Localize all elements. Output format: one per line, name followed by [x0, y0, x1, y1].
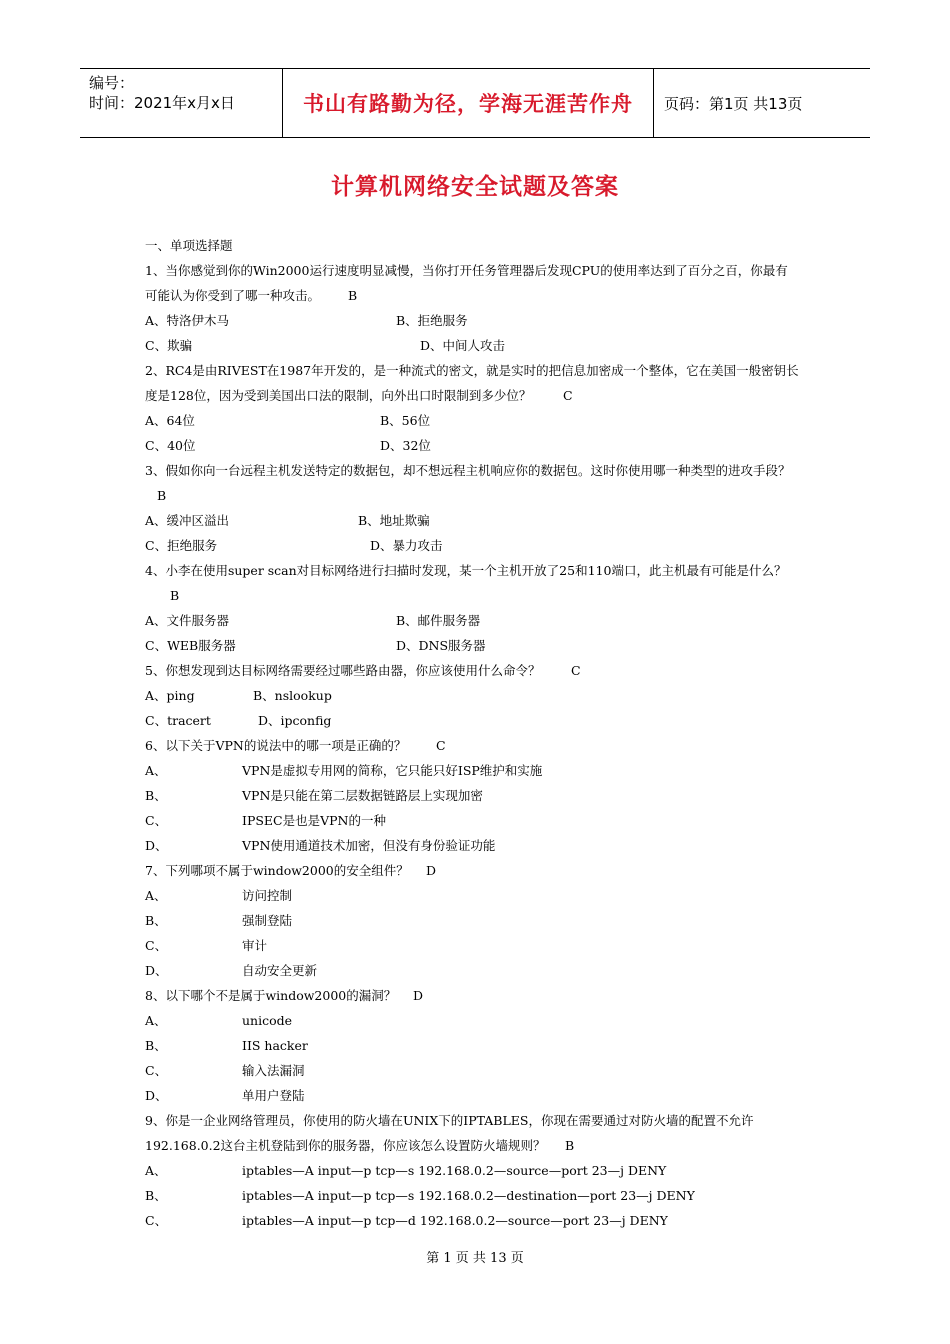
text-line: D、32位 — [380, 438, 431, 453]
text-line: VPN是只能在第二层数据链路层上实现加密 — [242, 788, 483, 803]
document-title: 计算机网络安全试题及答案 — [331, 174, 619, 200]
text-line: C、 — [145, 938, 168, 953]
text-line: IIS hacker — [242, 1038, 308, 1053]
text-line: A、 — [145, 763, 167, 778]
text-line: D — [413, 988, 424, 1003]
text-line: C、拒绝服务 — [145, 538, 218, 553]
page-number-label: 页码：第1页 共13页 — [664, 94, 803, 113]
text-line: VPN使用通道技术加密，但没有身份验证功能 — [242, 838, 496, 853]
text-line: A、文件服务器 — [145, 613, 230, 628]
text-line: A、 — [145, 1163, 167, 1178]
text-line: VPN是虚拟专用网的简称，它只能只好ISP维护和实施 — [242, 763, 543, 778]
text-line: B、拒绝服务 — [396, 313, 468, 328]
text-line: 8、以下哪个不是属于window2000的漏洞？ — [145, 988, 397, 1003]
text-line: 一、单项选择题 — [145, 238, 233, 253]
text-line: D、中间人攻击 — [420, 338, 506, 353]
text-line: C、欺骗 — [145, 338, 193, 353]
text-line: C、 — [145, 813, 168, 828]
text-line: B — [565, 1138, 575, 1153]
text-line: D、ipconfig — [258, 713, 332, 728]
text-line: C、 — [145, 1063, 168, 1078]
text-line: 可能认为你受到了哪一种攻击。 — [145, 288, 321, 303]
text-line: D、 — [145, 1088, 168, 1103]
text-line: C、 — [145, 1213, 168, 1228]
text-line: iptables—A input—p tcp—s 192.168.0.2—destination—port 23—j DENY — [242, 1188, 695, 1203]
text-line: B — [170, 588, 180, 603]
text-line: C — [571, 663, 581, 678]
text-line: 单用户登陆 — [242, 1088, 305, 1103]
text-line: C、WEB服务器 — [145, 638, 236, 653]
text-line: 度是128位，因为受到美国出口法的限制，向外出口时限制到多少位？ — [145, 388, 532, 403]
text-line: 1、当你感觉到你的Win2000运行速度明显减慢，当你打开任务管理器后发现CPU的使用率达到了百分之百，你最有 — [145, 263, 788, 278]
header-info-cell — [80, 69, 282, 137]
text-line: D、DNS服务器 — [396, 638, 486, 653]
text-line: iptables—A input—p tcp—d 192.168.0.2—source—port 23—j DENY — [242, 1213, 668, 1228]
text-line: 自动安全更新 — [242, 963, 318, 978]
text-line: B、地址欺骗 — [358, 513, 430, 528]
motto-text: 书山有路勤为径，学海无涯苦作舟 — [303, 92, 633, 116]
text-line: B、nslookup — [253, 688, 332, 703]
text-line: 审计 — [242, 938, 268, 953]
text-line: B、邮件服务器 — [396, 613, 481, 628]
text-line: D — [426, 863, 437, 878]
text-line: A、特洛伊木马 — [145, 313, 230, 328]
text-line: 访问控制 — [242, 888, 293, 903]
text-line: C、40位 — [145, 438, 196, 453]
text-line: A、 — [145, 1013, 167, 1028]
text-line: D、 — [145, 838, 168, 853]
header-motto-cell — [282, 69, 654, 137]
text-line: unicode — [242, 1013, 293, 1028]
text-line: D、 — [145, 963, 168, 978]
text-line: 强制登陆 — [242, 913, 293, 928]
text-line: IPSEC是也是VPN的一种 — [242, 813, 386, 828]
text-line: C、tracert — [145, 713, 211, 728]
number-label: 编号： — [89, 74, 135, 92]
text-line: 4、小李在使用super scan对目标网络进行扫描时发现，某一个主机开放了25和110端口，此主机最有可能是什么？ — [145, 563, 787, 578]
text-line: B、56位 — [380, 413, 431, 428]
text-line: B、 — [145, 1038, 167, 1053]
text-line: A、64位 — [145, 413, 195, 428]
text-line: C — [436, 738, 446, 753]
text-line: B — [348, 288, 358, 303]
text-line: 输入法漏洞 — [242, 1063, 305, 1078]
text-line: A、 — [145, 888, 167, 903]
text-line: B、 — [145, 913, 167, 928]
text-line: D、暴力攻击 — [370, 538, 443, 553]
text-line: C — [563, 388, 573, 403]
text-line: 192.168.0.2这台主机登陆到你的服务器，你应该怎么设置防火墙规则？ — [145, 1138, 546, 1153]
text-line: 9、你是一企业网络管理员，你使用的防火墙在UNIX下的IPTABLES，你现在需要通过对防火墙的配置不允许 — [145, 1113, 754, 1128]
text-line: 3、假如你向一台远程主机发送特定的数据包，却不想远程主机响应你的数据包。这时你使用哪一种类型的进攻手段？ — [145, 463, 791, 478]
text-line: 7、下列哪项不属于window2000的安全组件？ — [145, 863, 409, 878]
page-header — [80, 68, 870, 138]
text-line: A、ping — [145, 688, 195, 703]
text-line: B、 — [145, 788, 167, 803]
text-line: 2、RC4是由RIVEST在1987年开发的，是一种流式的密文，就是实时的把信息加密成一个整体，它在美国一般密钥长 — [145, 363, 799, 378]
text-line: B — [157, 488, 167, 503]
text-line: 5、你想发现到达目标网络需要经过哪些路由器，你应该使用什么命令？ — [145, 663, 541, 678]
text-line: A、缓冲区溢出 — [145, 513, 230, 528]
text-line: 6、以下关于VPN的说法中的哪一项是正确的？ — [145, 738, 407, 753]
page-footer: 第 1 页 共 13 页 — [426, 1251, 524, 1266]
text-line: B、 — [145, 1188, 167, 1203]
text-line: iptables—A input—p tcp—s 192.168.0.2—source—port 23—j DENY — [242, 1163, 667, 1178]
time-label: 时间：2021年x月x日 — [89, 94, 235, 112]
header-page-cell — [654, 69, 870, 137]
